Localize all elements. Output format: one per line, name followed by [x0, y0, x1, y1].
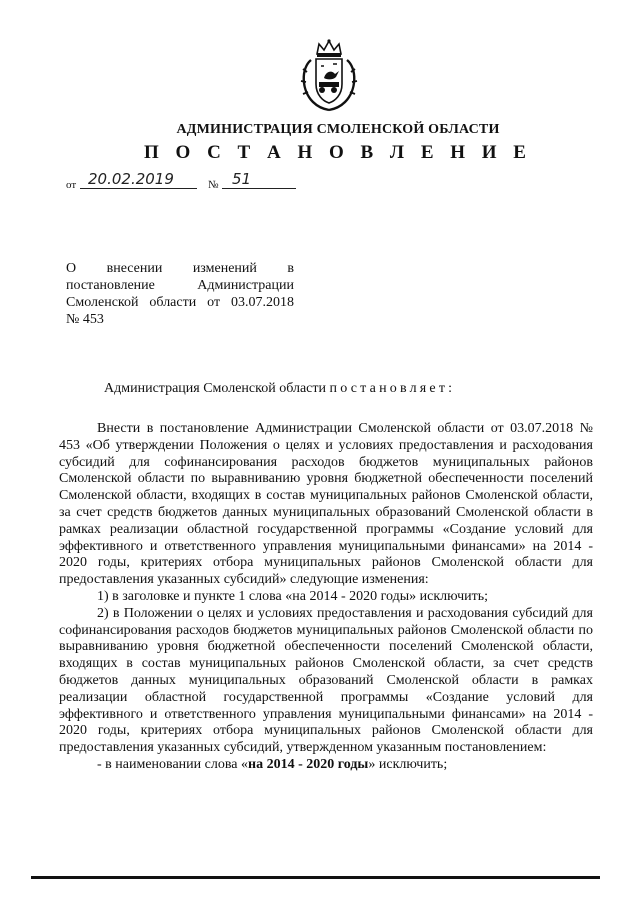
body-item-1: 1) в заголовке и пункте 1 слова «на 2014 - 2020 годы» исключить;: [97, 588, 488, 604]
date-number-line: [66, 170, 306, 192]
subject-line: О внесении изменений в: [66, 261, 294, 276]
preamble-resolves: постановляет:: [329, 381, 456, 396]
handwritten-date: 20.02.2019: [88, 170, 174, 188]
document-type-title: П О С Т А Н О В Л Е Н И Е: [144, 142, 532, 163]
handwritten-number: 51: [232, 170, 252, 188]
body-item-2a: [59, 757, 593, 774]
preamble: [104, 381, 455, 397]
item-2a-suffix: » исключить;: [368, 756, 448, 772]
item-2a-prefix: - в наименовании слова «: [97, 756, 248, 772]
document-body: [59, 421, 593, 774]
coat-of-arms-icon: [299, 38, 359, 112]
subject-line: постановление Администрации: [66, 278, 294, 293]
bottom-rule: [31, 876, 600, 879]
item-2a-bold: на 2014 - 2020 годы: [248, 756, 369, 772]
subject-line: Смоленской области от 03.07.2018: [66, 295, 294, 310]
number-prefix: №: [208, 179, 219, 191]
date-prefix: от: [66, 179, 77, 191]
body-item-2: 2) в Положении о целях и условиях предоставления и расходования субсидий для софинансирования расходов бюджетов муниципальных районов Смоленской области по выравниванию уровня бюджетной обеспеченности поселений Смоленской области, входящих в состав муниципальных районов Смоленской области, за счет средств бюджетов данных муниципальных образований Смоленской области в рамках реализации областной государственной программы «Создание условий для эффективного и ответственного управления муниципальными финансами» на 2014 - 2020 годы, критериях отбора муниципальных районов Смоленской области для предоставления указанных субсидий, утвержденном указанным постановлением:: [59, 605, 593, 756]
document-subject: [66, 260, 294, 328]
number-underline: [222, 188, 296, 189]
organization-title: АДМИНИСТРАЦИЯ СМОЛЕНСКОЙ ОБЛАСТИ: [176, 122, 500, 137]
date-underline: [80, 188, 197, 189]
body-paragraph: Внести в постановление Администрации Смоленской области от 03.07.2018 № 453 «Об утверждении Положения о целях и условиях предоставления и расходования субсидий для софинансирования расходов бюджетов муниципальных районов Смоленской области по выравниванию уровня бюджетной обеспеченности поселений Смоленской области, входящих в состав муниципальных районов Смоленской области, за счет средств бюджетов данных муниципальных образований Смоленской области в рамках реализации областной государственной программы «Создание условий для эффективного и ответственного управления муниципальными финансами» на 2014 - 2020 годы, критериях отбора муниципальных районов Смоленской области для предоставления указанных субсидий» следующие изменения:: [59, 421, 593, 588]
preamble-text: Администрация Смоленской области: [104, 381, 327, 396]
subject-line: № 453: [66, 312, 104, 327]
